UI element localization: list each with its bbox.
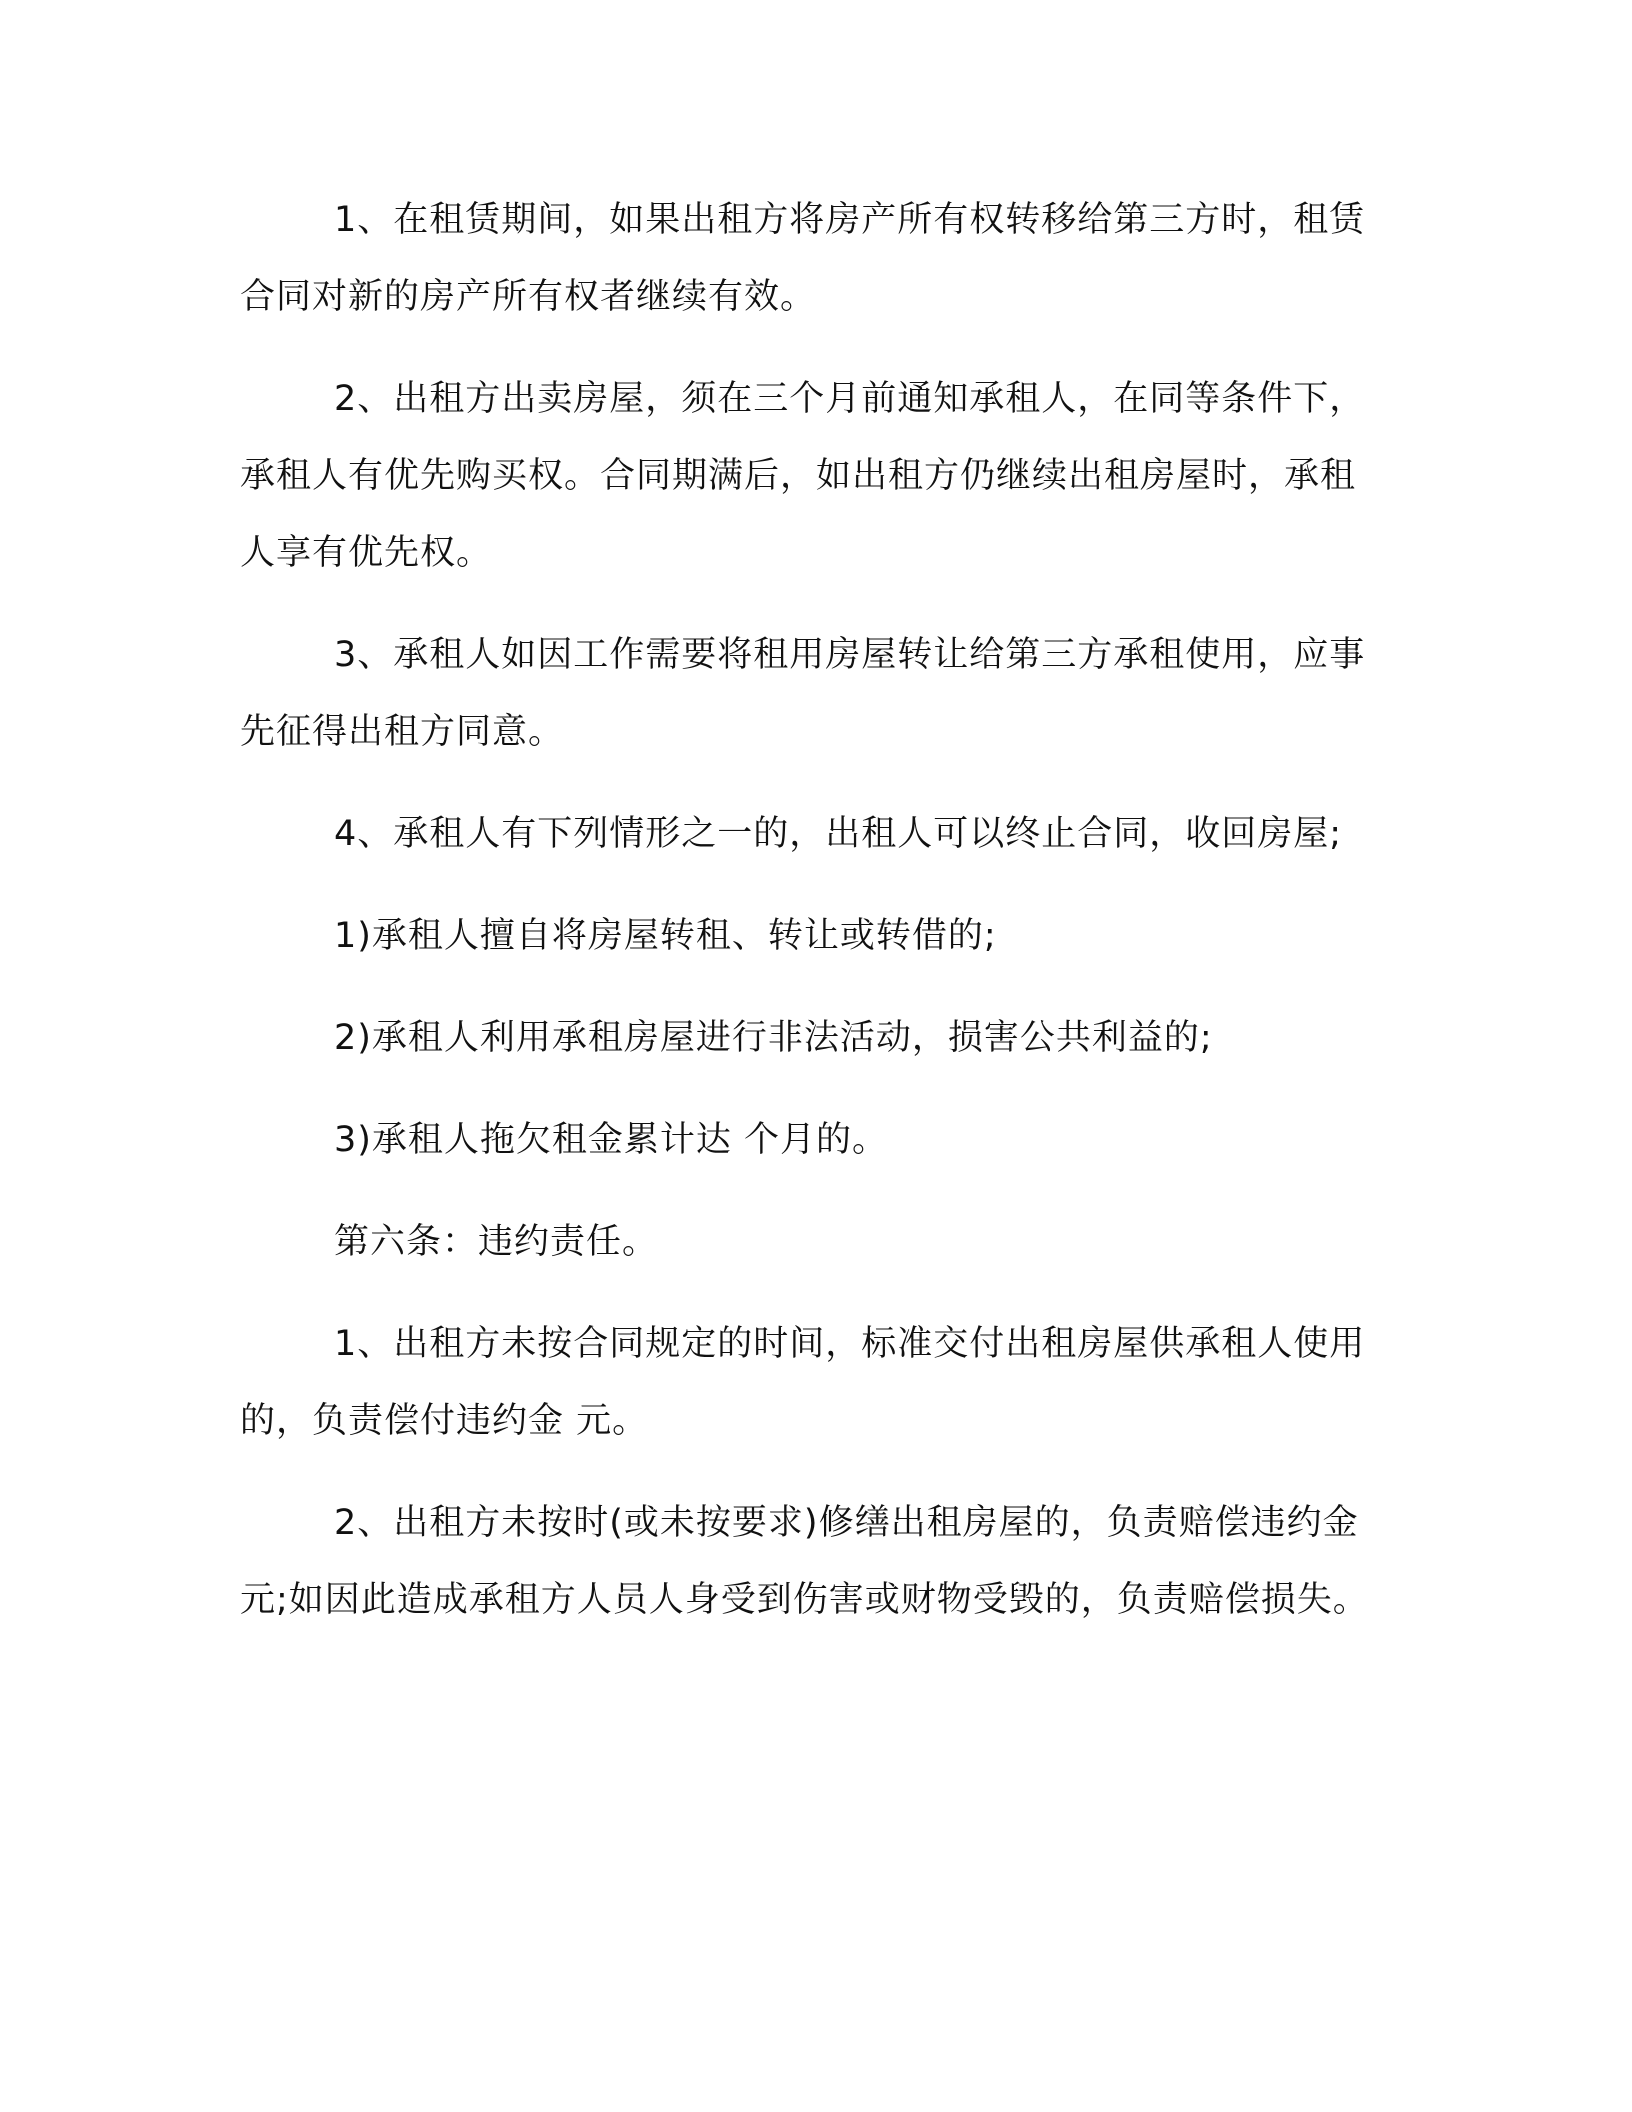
clause-paragraph: 2、出租方出卖房屋，须在三个月前通知承租人，在同等条件下，承租人有优先购买权。合同期满后，如出租方仍继续出租房屋时，承租人享有优先权。 bbox=[240, 379, 1366, 573]
clause-paragraph: 4、承租人有下列情形之一的，出租人可以终止合同，收回房屋; bbox=[334, 814, 1343, 854]
sub-clause-item: 1)承租人擅自将房屋转租、转让或转借的; bbox=[334, 916, 997, 956]
sub-clause-item: 3)承租人拖欠租金累计达 个月的。 bbox=[334, 1120, 889, 1160]
sub-clause-item: 2)承租人利用承租房屋进行非法活动，损害公共利益的; bbox=[334, 1018, 1213, 1058]
section-heading: 第六条：违约责任。 bbox=[334, 1222, 659, 1262]
clause-paragraph: 1、在租赁期间，如果出租方将房产所有权转移给第三方时，租赁合同对新的房产所有权者继续有效。 bbox=[240, 200, 1366, 317]
clause-paragraph: 1、出租方未按合同规定的时间，标准交付出租房屋供承租人使用的，负责偿付违约金 元。 bbox=[240, 1324, 1366, 1441]
clause-paragraph: 3、承租人如因工作需要将租用房屋转让给第三方承租使用，应事先征得出租方同意。 bbox=[240, 635, 1366, 752]
clause-paragraph: 2、出租方未按时(或未按要求)修缮出租房屋的，负责赔偿违约金 元;如因此造成承租方人员人身受到伤害或财物受毁的，负责赔偿损失。 bbox=[240, 1503, 1369, 1620]
document-body bbox=[240, 182, 1390, 1639]
